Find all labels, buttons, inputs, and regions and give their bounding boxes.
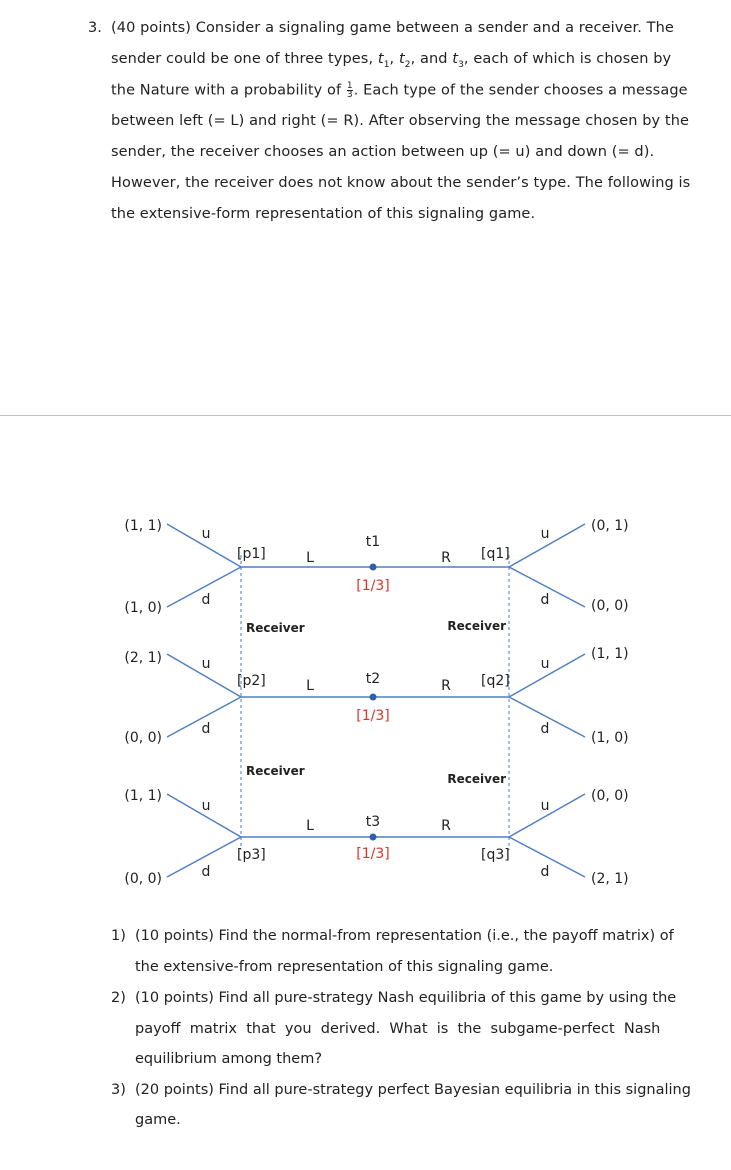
right-down-payoff-3: (2, 1) — [591, 871, 629, 887]
message-right-label-3: R — [441, 818, 451, 834]
sender-node-dot-3 — [370, 834, 377, 841]
sender-type-label-1: t1 — [365, 534, 381, 550]
right-down-payoff-1: (0, 0) — [591, 598, 629, 614]
left-down-payoff-2: (0, 0) — [124, 730, 162, 746]
question-1-number: 1) — [111, 928, 126, 944]
right-up-payoff-1: (0, 1) — [591, 518, 629, 534]
prior-probability-3: [1/3] — [356, 846, 390, 862]
right-action-up-1: u — [540, 526, 550, 542]
question-2-line-2: payoff matrix that you derived. What is the subgame-perfect Nash — [135, 1021, 661, 1037]
left-belief-3: [p3] — [237, 847, 266, 863]
right-up-payoff-2: (1, 1) — [591, 646, 629, 662]
sender-type-label-3: t3 — [365, 814, 381, 830]
left-down-payoff-3: (0, 0) — [124, 871, 162, 887]
left-up-payoff-3: (1, 1) — [124, 788, 162, 804]
right-belief-1: [q1] — [481, 546, 510, 562]
left-action-up-1: u — [201, 526, 211, 542]
right-action-down-2: d — [540, 721, 550, 737]
left-up-payoff-1: (1, 1) — [124, 518, 162, 534]
right-action-down-3: d — [540, 864, 550, 880]
right-action-down-1: d — [540, 592, 550, 608]
problem-line-5: sender, the receiver chooses an action between up (= u) and down (= d). — [111, 144, 655, 160]
message-right-label-1: R — [441, 550, 451, 566]
receiver-label-right-2: Receiver — [447, 772, 506, 786]
message-left-label-1: L — [306, 550, 314, 566]
left-action-up-3: u — [201, 798, 211, 814]
probability-fraction: $\frac{1}{3}$ — [346, 81, 353, 100]
left-up-payoff-2: (2, 1) — [124, 650, 162, 666]
sender-node-dot-2 — [370, 694, 377, 701]
problem-line-3: the Nature with a probability of $\frac{1}{3}$ . Each type of the sender chooses a message — [111, 81, 688, 100]
right-action-up-2: u — [540, 656, 550, 672]
problem-line-2: sender could be one of three types, $t_1$, $t_2$, and $t_3$, each of which is chosen by — [111, 51, 672, 70]
question-1-line-2: the extensive-from representation of this signaling game. — [135, 959, 554, 975]
right-up-payoff-3: (0, 0) — [591, 788, 629, 804]
problem-line-7: the extensive-form representation of this signaling game. — [111, 206, 536, 222]
left-belief-1: [p1] — [237, 546, 266, 562]
problem-number: 3. — [88, 20, 102, 36]
prior-probability-2: [1/3] — [356, 708, 390, 724]
left-action-down-2: d — [201, 721, 211, 737]
left-down-payoff-1: (1, 0) — [124, 600, 162, 616]
right-down-payoff-2: (1, 0) — [591, 730, 629, 746]
receiver-label-left-2: Receiver — [246, 764, 305, 778]
question-2-line-1: (10 points) Find all pure-strategy Nash equilibria of this game by using the — [135, 990, 677, 1006]
question-3-line-1: (20 points) Find all pure-strategy perfect Bayesian equilibria in this signaling — [135, 1082, 691, 1098]
problem-line-4: between left (= L) and right (= R). After observing the message chosen by the — [111, 113, 690, 129]
message-right-label-2: R — [441, 678, 451, 694]
left-belief-2: [p2] — [237, 673, 266, 689]
question-3-line-2: game. — [135, 1112, 181, 1128]
sender-node-dot-1 — [370, 564, 377, 571]
message-left-label-2: L — [306, 678, 314, 694]
question-2-number: 2) — [111, 990, 126, 1006]
receiver-label-left-1: Receiver — [246, 621, 305, 635]
left-action-down-1: d — [201, 592, 211, 608]
question-1-line-1: (10 points) Find the normal-from representation (i.e., the payoff matrix) of — [135, 928, 674, 944]
message-left-label-3: L — [306, 818, 314, 834]
sender-type-label-2: t2 — [365, 671, 381, 687]
right-belief-3: [q3] — [481, 847, 510, 863]
left-action-up-2: u — [201, 656, 211, 672]
left-action-down-3: d — [201, 864, 211, 880]
receiver-label-right-1: Receiver — [447, 619, 506, 633]
prior-probability-1: [1/3] — [356, 578, 390, 594]
right-action-up-3: u — [540, 798, 550, 814]
question-2-line-3: equilibrium among them? — [135, 1051, 323, 1067]
problem-line-6: However, the receiver does not know about the sender’s type. The following is — [111, 175, 691, 191]
right-belief-2: [q2] — [481, 673, 510, 689]
question-3-number: 3) — [111, 1082, 126, 1098]
problem-line-1: (40 points) Consider a signaling game between a sender and a receiver. The — [111, 20, 674, 36]
